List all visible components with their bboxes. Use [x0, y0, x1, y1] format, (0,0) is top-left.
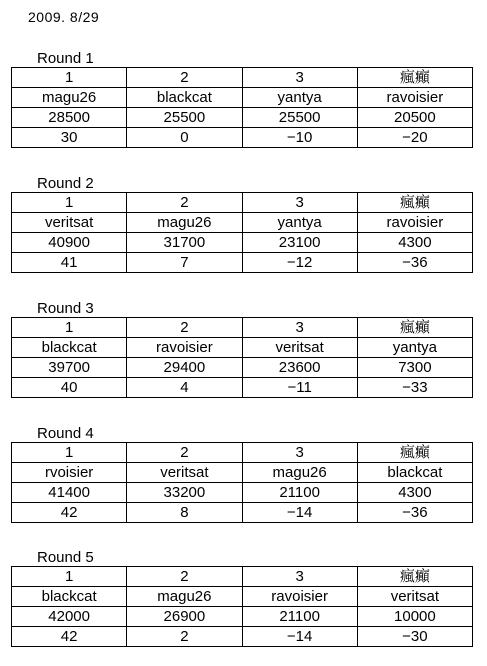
rank-cell: 2 [127, 193, 242, 213]
point-row [12, 253, 473, 273]
points-cell: −36 [357, 503, 472, 523]
round-section [11, 50, 473, 148]
rank-cell: 1 [12, 567, 127, 587]
rank-cell: 1 [12, 193, 127, 213]
score-cell: 23600 [242, 358, 357, 378]
score-cell: 41400 [12, 483, 127, 503]
score-cell: 26900 [127, 607, 242, 627]
player-cell: magu26 [12, 88, 127, 108]
player-cell: blackcat [12, 587, 127, 607]
score-row [12, 483, 473, 503]
score-cell: 40900 [12, 233, 127, 253]
player-cell: magu26 [242, 463, 357, 483]
player-cell: yantya [242, 88, 357, 108]
player-cell: magu26 [127, 213, 242, 233]
points-cell: 40 [12, 378, 127, 398]
score-cell: 4300 [357, 483, 472, 503]
player-cell: ravoisier [242, 587, 357, 607]
rank-cell: 2 [127, 443, 242, 463]
round-section [11, 425, 473, 523]
points-cell: 8 [127, 503, 242, 523]
score-cell: 42000 [12, 607, 127, 627]
player-cell: ravoisier [357, 213, 472, 233]
player-cell: rvoisier [12, 463, 127, 483]
player-cell: ravoisier [357, 88, 472, 108]
round-title: Round 4 [37, 425, 94, 442]
player-cell: ravoisier [127, 338, 242, 358]
score-cell: 20500 [357, 108, 472, 128]
date-label: 2009. 8/29 [28, 9, 100, 25]
player-cell: blackcat [357, 463, 472, 483]
points-cell: 30 [12, 128, 127, 148]
rank-row [12, 567, 473, 587]
rank-cell: 2 [127, 318, 242, 338]
score-cell: 31700 [127, 233, 242, 253]
player-cell: blackcat [127, 88, 242, 108]
score-row [12, 108, 473, 128]
player-row [12, 463, 473, 483]
score-cell: 28500 [12, 108, 127, 128]
point-row [12, 627, 473, 647]
score-cell: 21100 [242, 607, 357, 627]
player-cell: yantya [242, 213, 357, 233]
point-row [12, 503, 473, 523]
round-title: Round 2 [37, 175, 94, 192]
point-row [12, 378, 473, 398]
points-cell: −10 [242, 128, 357, 148]
score-cell: 21100 [242, 483, 357, 503]
score-cell: 33200 [127, 483, 242, 503]
points-cell: −30 [357, 627, 472, 647]
rank-cell: 2 [127, 567, 242, 587]
point-row [12, 128, 473, 148]
score-cell: 4300 [357, 233, 472, 253]
player-cell: yantya [357, 338, 472, 358]
score-cell: 39700 [12, 358, 127, 378]
points-cell: 2 [127, 627, 242, 647]
rank-row [12, 193, 473, 213]
rank-cell: 3 [242, 567, 357, 587]
results-table [11, 317, 473, 398]
score-row [12, 607, 473, 627]
points-cell: 42 [12, 627, 127, 647]
points-cell: −11 [242, 378, 357, 398]
results-table [11, 442, 473, 523]
points-cell: −14 [242, 627, 357, 647]
points-cell: −14 [242, 503, 357, 523]
player-row [12, 88, 473, 108]
points-cell: −33 [357, 378, 472, 398]
rank-row [12, 443, 473, 463]
rank-cell: 2 [127, 68, 242, 88]
points-cell: 4 [127, 378, 242, 398]
rank-cell: 3 [242, 68, 357, 88]
rank-cell: 1 [12, 443, 127, 463]
player-row [12, 338, 473, 358]
results-table [11, 566, 473, 647]
player-cell: veritsat [242, 338, 357, 358]
score-cell: 7300 [357, 358, 472, 378]
player-cell: veritsat [357, 587, 472, 607]
rank-cell: 瘋癲 [357, 567, 472, 587]
player-cell: veritsat [12, 213, 127, 233]
points-cell: 7 [127, 253, 242, 273]
points-cell: 42 [12, 503, 127, 523]
round-section [11, 300, 473, 398]
points-cell: −36 [357, 253, 472, 273]
points-cell: −20 [357, 128, 472, 148]
points-cell: 0 [127, 128, 242, 148]
round-section [11, 175, 473, 273]
rank-cell: 瘋癲 [357, 318, 472, 338]
rank-row [12, 68, 473, 88]
rank-cell: 3 [242, 193, 357, 213]
rank-cell: 瘋癲 [357, 68, 472, 88]
round-title: Round 1 [37, 50, 94, 67]
round-title: Round 3 [37, 300, 94, 317]
score-cell: 10000 [357, 607, 472, 627]
rank-cell: 3 [242, 318, 357, 338]
player-cell: magu26 [127, 587, 242, 607]
score-cell: 25500 [127, 108, 242, 128]
points-cell: −12 [242, 253, 357, 273]
rank-cell: 1 [12, 68, 127, 88]
rank-cell: 瘋癲 [357, 193, 472, 213]
results-table [11, 192, 473, 273]
player-cell: veritsat [127, 463, 242, 483]
rank-cell: 瘋癲 [357, 443, 472, 463]
round-title: Round 5 [37, 549, 94, 566]
player-cell: blackcat [12, 338, 127, 358]
points-cell: 41 [12, 253, 127, 273]
score-cell: 25500 [242, 108, 357, 128]
round-section [11, 549, 473, 647]
results-table [11, 67, 473, 148]
player-row [12, 587, 473, 607]
player-row [12, 213, 473, 233]
score-row [12, 233, 473, 253]
score-row [12, 358, 473, 378]
score-cell: 29400 [127, 358, 242, 378]
rank-row [12, 318, 473, 338]
score-cell: 23100 [242, 233, 357, 253]
rank-cell: 3 [242, 443, 357, 463]
rank-cell: 1 [12, 318, 127, 338]
